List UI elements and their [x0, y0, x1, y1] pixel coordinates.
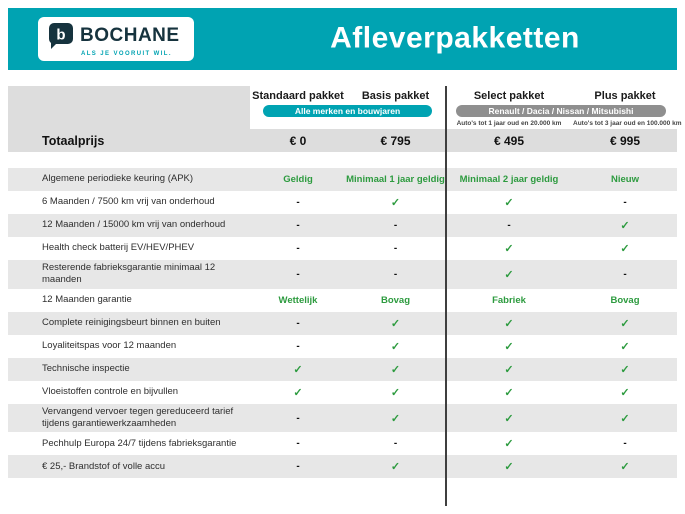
value-text: Fabriek — [492, 294, 526, 306]
subtitle-select: Auto's tot 1 jaar oud en 20.000 km — [456, 120, 562, 127]
feature-label: Loyaliteitspas voor 12 maanden — [42, 340, 177, 352]
check-icon: ✓ — [620, 220, 630, 232]
feature-label: Health check batterij EV/HEV/PHEV — [42, 242, 195, 254]
value-text: Bovag — [610, 294, 640, 306]
dash-mark: - — [296, 317, 300, 329]
dash-mark: - — [296, 197, 300, 208]
check-icon: ✓ — [293, 386, 303, 399]
table-header — [8, 86, 682, 129]
check-icon: ✓ — [504, 363, 514, 376]
feature-rows — [8, 168, 677, 478]
value-text: Wettelijk — [278, 294, 318, 306]
dash-mark: - — [623, 268, 627, 280]
package-name-standaard: Standaard pakket — [252, 90, 344, 102]
table-row — [8, 289, 677, 312]
group-badges-row — [250, 104, 677, 118]
feature-label: Vervangend vervoer tegen gereduceerd tarief tijdens garantiewerkzaamheden — [42, 405, 234, 430]
header-banner — [8, 8, 677, 70]
badge-alle-merken: Alle merken en bouwjaren — [263, 105, 432, 118]
dash-mark: - — [623, 197, 627, 208]
dash-mark: - — [393, 438, 398, 450]
table-row — [8, 404, 677, 433]
table-row — [8, 335, 677, 358]
dash-mark: - — [393, 220, 398, 231]
package-name-plus: Plus pakket — [594, 90, 656, 102]
check-icon: ✓ — [504, 386, 514, 399]
dash-mark: - — [296, 412, 300, 424]
value-text: Bovag — [380, 294, 411, 306]
price-basis: € 795 — [380, 133, 411, 148]
package-name-select: Select pakket — [473, 90, 545, 102]
bochane-logo — [38, 17, 194, 61]
check-icon: ✓ — [390, 461, 401, 474]
dash-mark: - — [296, 243, 300, 254]
dash-mark: - — [296, 220, 300, 231]
feature-label: Pechhulp Europa 24/7 tijdens fabrieksgarantie — [42, 437, 237, 449]
table-row — [8, 191, 677, 214]
package-names-row — [250, 86, 677, 104]
check-icon: ✓ — [504, 461, 514, 474]
dash-mark: - — [623, 438, 627, 450]
check-icon: ✓ — [390, 412, 401, 425]
check-icon: ✓ — [390, 340, 401, 353]
check-icon: ✓ — [390, 363, 401, 376]
check-icon: ✓ — [504, 438, 514, 451]
logo-tagline: ALS JE VOORUIT WIL. — [81, 51, 172, 57]
bochane-logo-icon — [48, 22, 74, 50]
check-icon: ✓ — [504, 340, 514, 353]
check-icon: ✓ — [390, 317, 401, 330]
table-row — [8, 432, 677, 455]
table-row — [8, 312, 677, 335]
feature-label: 12 Maanden garantie — [42, 294, 132, 306]
feature-label: 12 Maanden / 15000 km vrij van onderhoud — [42, 219, 226, 231]
dash-mark: - — [393, 268, 398, 280]
feature-label: Technische inspectie — [42, 363, 130, 375]
dash-mark: - — [296, 461, 300, 473]
table-row — [8, 237, 677, 260]
table-row — [8, 168, 677, 191]
packages-table — [8, 86, 682, 506]
table-row — [8, 214, 677, 237]
total-price-row — [8, 129, 677, 152]
value-text: Minimaal 2 jaar geldig — [459, 174, 559, 185]
logo-name: BOCHANE — [80, 25, 180, 46]
check-icon: ✓ — [620, 340, 630, 353]
price-standaard: € 0 — [289, 133, 307, 148]
check-icon: ✓ — [390, 197, 401, 209]
dash-mark: - — [296, 268, 300, 280]
header-packages-block — [250, 86, 682, 129]
total-label: Totaalprijs — [42, 133, 105, 148]
table-row — [8, 455, 677, 478]
feature-label: 6 Maanden / 7500 km vrij van onderhoud — [42, 196, 215, 208]
check-icon: ✓ — [504, 243, 514, 255]
feature-label: Vloeistoffen controle en bijvullen — [42, 386, 179, 398]
page-title: Afleverpakketten — [330, 21, 580, 55]
package-name-basis: Basis pakket — [361, 90, 430, 102]
header-left-block — [8, 86, 250, 129]
table-row — [8, 381, 677, 404]
check-icon: ✓ — [620, 412, 630, 425]
check-icon: ✓ — [504, 317, 514, 330]
check-icon: ✓ — [620, 363, 630, 376]
dash-mark: - — [393, 243, 398, 254]
value-text: Nieuw — [611, 174, 639, 185]
value-text: Minimaal 1 jaar geldig — [346, 174, 445, 185]
price-select: € 495 — [493, 133, 525, 148]
dash-mark: - — [507, 220, 511, 231]
check-icon: ✓ — [504, 197, 514, 209]
table-row — [8, 358, 677, 381]
check-icon: ✓ — [620, 386, 630, 399]
check-icon: ✓ — [620, 317, 630, 330]
value-text: Geldig — [283, 174, 313, 185]
check-icon: ✓ — [504, 268, 514, 281]
check-icon: ✓ — [504, 412, 514, 425]
feature-label: € 25,- Brandstof of volle accu — [42, 460, 166, 472]
check-icon: ✓ — [620, 243, 630, 255]
badge-renault-dacia-nissan-mitsubishi: Renault / Dacia / Nissan / Mitsubishi — [456, 105, 666, 118]
logo-row — [48, 22, 180, 50]
dash-mark: - — [296, 340, 300, 352]
table-row — [8, 260, 677, 289]
dash-mark: - — [296, 438, 300, 450]
package-subtitles-row — [250, 118, 682, 129]
price-plus: € 995 — [609, 133, 641, 148]
feature-label: Algemene periodieke keuring (APK) — [42, 173, 194, 185]
check-icon: ✓ — [620, 461, 630, 474]
check-icon: ✓ — [293, 363, 303, 376]
svg-text:b: b — [56, 26, 66, 44]
subtitle-plus: Auto's tot 3 jaar oud en 100.000 km — [573, 120, 682, 127]
feature-label: Resterende fabrieksgarantie minimaal 12 maanden — [42, 262, 216, 286]
check-icon: ✓ — [390, 386, 401, 399]
feature-label: Complete reinigingsbeurt binnen en buiten — [42, 317, 221, 329]
column-divider — [445, 86, 447, 506]
